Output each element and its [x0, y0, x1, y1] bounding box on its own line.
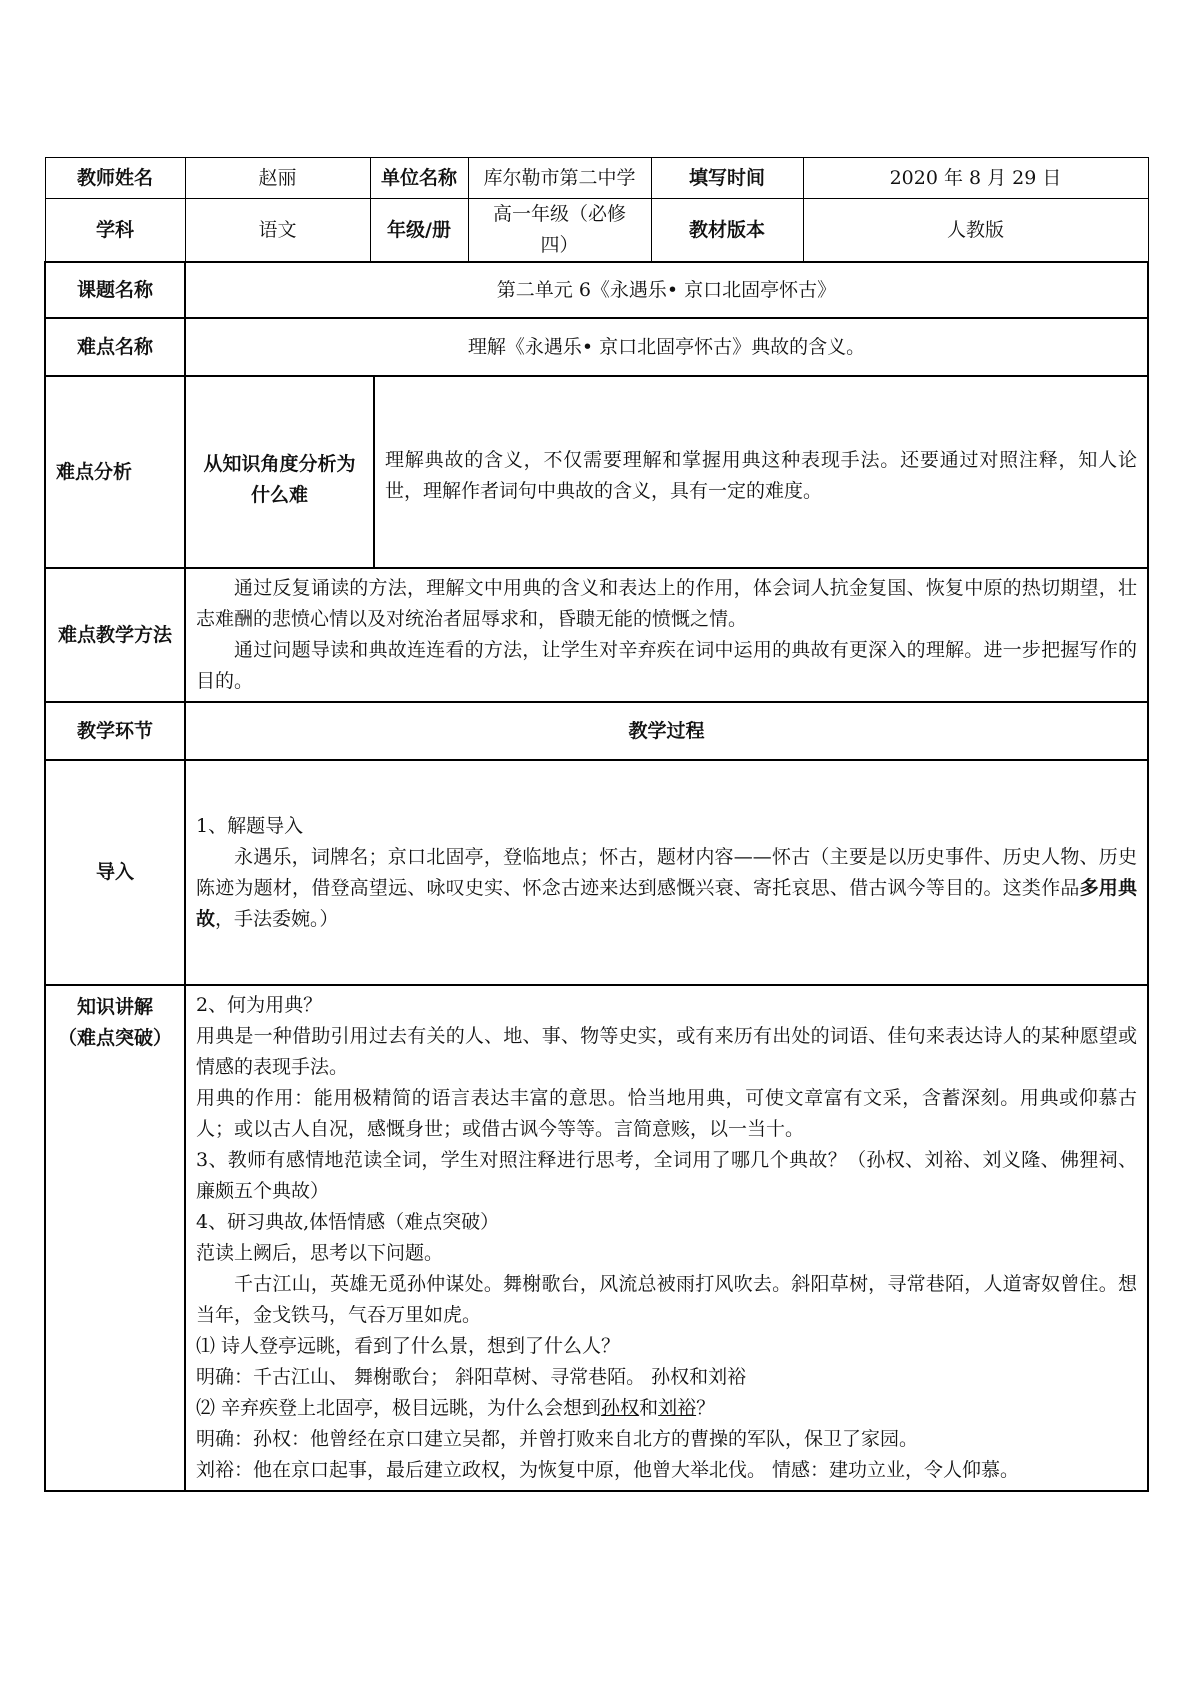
knowledge-poem: 千古江山，英雄无觅孙仲谋处。舞榭歌台，风流总被雨打风吹去。斜阳草树，寻常巷陌，人道寄奴曾住。想当年，金戈铁马，气吞万里如虎。: [196, 1273, 1137, 1326]
edition-label: 教材版本: [651, 199, 803, 263]
knowledge-a2: 明确：孙权：他曾经在京口建立吴都，并曾打败来自北方的曹操的军队，保卫了家园。: [196, 1428, 919, 1450]
unit-value: 库尔勒市第二中学: [468, 158, 651, 199]
subject-label: 学科: [45, 199, 185, 263]
lesson-plan-sheet: [44, 157, 1147, 1492]
knowledge-q4: 4、研习典故,体悟情感（难点突破）: [196, 1211, 500, 1233]
difficulty-row: [45, 318, 1148, 376]
intro-line-1: 1、解题导入: [196, 814, 304, 837]
date-value: 2020 年 8 月 29 日: [803, 158, 1148, 199]
analysis-text: 理解典故的含义，不仅需要理解和掌握用典这种表现手法。还要通过对照注释，知人论世，理解作者词句中典故的含义，具有一定的难度。: [385, 449, 1137, 502]
method-paragraph-2: 通过问题导读和典故连连看的方法，让学生对辛弃疾在词中运用的典故有更深入的理解。进一步把握写作的目的。: [196, 639, 1137, 692]
difficulty-label: 难点名称: [45, 318, 185, 376]
info-row-1: [45, 158, 1148, 199]
knowledge-label-2: （难点突破）: [57, 1027, 172, 1049]
knowledge-s2-mark: ？: [696, 1397, 716, 1419]
knowledge-function: 用典的作用：能用极精简的语言表达丰富的意思。恰当地用典，可使文章富有文采，含蓄深刻。用典或仰慕古人；或以古人自况，感慨身世；或借古讽今等等。言简意赅，以一当十。: [196, 1087, 1137, 1140]
knowledge-q3: 3、教师有感情地范读全词，学生对照注释进行思考，全词用了哪几个典故？（孙权、刘裕、刘义隆、佛狸祠、廉颇五个典故）: [196, 1149, 1137, 1202]
unit-label: 单位名称: [370, 158, 468, 199]
knowledge-definition: 用典是一种借助引用过去有关的人、地、事、物等史实，或有来历有出处的词语、佳句来表达诗人的某种愿望或情感的表现手法。: [196, 1025, 1137, 1078]
knowledge-s2-liuyu: 刘裕: [658, 1397, 697, 1419]
intro-row: [45, 760, 1148, 985]
intro-label: 导入: [45, 760, 185, 985]
analysis-sub-label: 从知识角度分析为什么难: [186, 377, 374, 567]
subject-value: 语文: [185, 199, 370, 263]
intro-text-c: ，手法委婉。）: [215, 907, 339, 930]
knowledge-s2-sunquan: 孙权: [601, 1397, 640, 1419]
teacher-label: 教师姓名: [45, 158, 185, 199]
process-title: 教学过程: [185, 702, 1148, 760]
knowledge-row: [45, 985, 1148, 1491]
lesson-plan-table: [44, 157, 1149, 1492]
grade-value: 高一年级（必修四）: [468, 199, 651, 263]
method-row: [45, 568, 1148, 702]
analysis-row: [45, 376, 1148, 568]
analysis-inner: [186, 377, 1147, 567]
intro-text-bold: 多用典故: [196, 876, 1137, 930]
topic-label: 课题名称: [45, 262, 185, 318]
knowledge-label: [45, 985, 185, 1491]
process-header-row: [45, 702, 1148, 760]
knowledge-a1: 明确：千古江山、 舞榭歌台； 斜阳草树、寻常巷陌。 孙权和刘裕: [196, 1366, 747, 1388]
knowledge-q2: 2、何为用典？: [196, 994, 323, 1016]
difficulty-value: 理解《永遇乐• 京口北固亭怀古》典故的含义。: [185, 318, 1148, 376]
grade-label: 年级/册: [370, 199, 468, 263]
info-row-2: [45, 199, 1148, 263]
intro-text-a: 永遇乐，词牌名；京口北固亭，登临地点；怀古，题材内容——怀古（主要是以历史事件、历史人物、历史陈迹为题材，借登高望远、咏叹史实、怀念古迹来达到感慨兴衰、寄托哀思、借古讽今等目的。这类作品: [196, 845, 1137, 899]
knowledge-s2-text: ⑵ 辛弃疾登上北固亭，极目远眺，为什么会想到: [196, 1397, 602, 1419]
intro-content: [185, 760, 1148, 985]
teacher-value: 赵丽: [185, 158, 370, 199]
topic-row: [45, 262, 1148, 318]
process-stage-label: 教学环节: [45, 702, 185, 760]
edition-value: 人教版: [803, 199, 1148, 263]
knowledge-a3: 刘裕：他在京口起事，最后建立政权，为恢复中原，他曾大举北伐。 情感：建功立业，令人仰慕。: [196, 1459, 1020, 1481]
knowledge-content: [185, 985, 1148, 1491]
intro-line-2: [196, 842, 1137, 935]
knowledge-s1: ⑴ 诗人登亭远眺，看到了什么景，想到了什么人？: [196, 1335, 621, 1357]
date-label: 填写时间: [651, 158, 803, 199]
analysis-label: 难点分析: [45, 376, 185, 568]
knowledge-label-1: 知识讲解: [76, 996, 153, 1018]
method-label: 难点教学方法: [45, 568, 185, 702]
method-text: [185, 568, 1148, 702]
knowledge-read: 范读上阙后，思考以下问题。: [196, 1242, 444, 1264]
knowledge-s2: [196, 1393, 1137, 1424]
knowledge-s2-and: 和: [639, 1397, 659, 1419]
topic-value: 第二单元 6《永遇乐• 京口北固亭怀古》: [185, 262, 1148, 318]
method-paragraph-1: 通过反复诵读的方法，理解文中用典的含义和表达上的作用，体会词人抗金复国、恢复中原的热切期望，壮志难酬的悲愤心情以及对统治者屈辱求和，昏聩无能的愤慨之情。: [196, 577, 1137, 630]
